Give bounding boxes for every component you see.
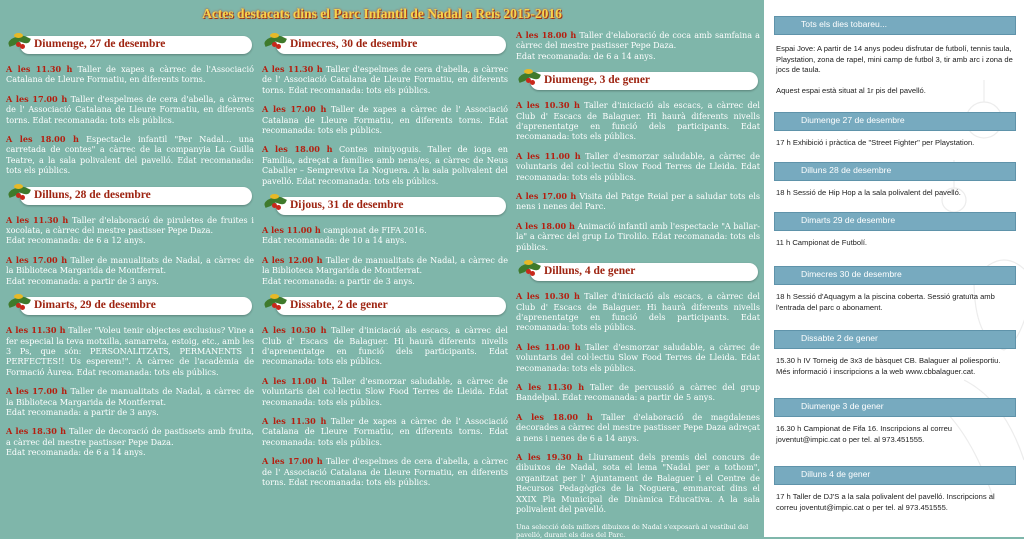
sidebar-section-text: 17 h Exhibició i pràctica de "Street Fighter" per Playstation. <box>776 138 975 147</box>
sidebar-section-text: 15.30 h IV Torneig de 3x3 de bàsquet CB. Balaguer al poliesportiu. Més informació i inscripcions a la web www.cbbalaguer.cat. <box>776 356 1001 376</box>
holly-icon <box>6 30 34 56</box>
event-time: A les 17.00 h <box>516 191 577 202</box>
day-header-label: Dissabte, 2 de gener <box>290 299 388 312</box>
event-time: A les 18.00 h <box>516 220 575 231</box>
event-description: Taller d'esmorzar saludable, a càrrec de voluntaris del col·lectiu Slow Food Terres de Lleida. Edat recomanada: tots els públics. <box>516 341 760 373</box>
event-time: A les 11.00 h <box>516 341 581 352</box>
column-3 <box>516 30 760 539</box>
event-description: campionat de FIFA 2016. <box>320 225 427 236</box>
event-time: A les 17.00 h <box>262 456 323 467</box>
event-entry <box>6 134 254 176</box>
event-age-note: Edat recomanada: de 6 a 14 anys. <box>516 50 656 61</box>
sidebar-section-label: Tots els dies tobareu... <box>801 19 887 29</box>
event-description: Taller d'esmorzar saludable, a càrrec de voluntaris del col·lectiu Slow Food Terres de Lleida. Edat recomanada: tots els públics. <box>516 150 760 182</box>
event-description: Taller de xapes a càrrec de l'Associació Catalana de Lleure Formatiu, en diferents torns. <box>6 64 254 85</box>
event-description: Taller de percussió a càrrec del grup Bandelpal. Edat recomanada: a partir de 5 anys. <box>516 381 761 403</box>
event-entry <box>516 412 760 443</box>
holly-icon <box>262 191 290 217</box>
sidebar-section-text: 16.30 h Campionat de Fifa 16. Inscripcions al correu joventut@impic.cat o per tel. al 973.451555. <box>776 424 953 444</box>
sidebar-section-text: 18 h Sessió d'Aquagym a la piscina coberta. Sessió gratuïta amb l'entrada del parc o abonament. <box>776 292 995 312</box>
event-description: Taller d'iniciació als escacs, a càrrec del Club d' Escacs de Balaguer. Hi haurà diferents nivells d'aprenentatge en funció dels participants. Edat recomanada: tots els públics. <box>516 291 760 333</box>
event-entry <box>6 64 254 85</box>
event-entry <box>6 215 254 246</box>
event-description: Taller d'elaboració de magdalenes decorades a càrrec del mestre pastisser Pepe Daza adreçat a nens i nenes de 6 a 14 anys. <box>516 411 760 443</box>
event-time: A les 17.00 h <box>6 386 68 397</box>
event-entry <box>516 191 760 212</box>
sidebar-section-label: Dimarts 29 de desembre <box>801 215 896 225</box>
event-time: A les 18.00 h <box>262 144 333 155</box>
sidebar-section-label: Dissabte 2 de gener <box>801 333 878 343</box>
holly-icon <box>516 66 544 92</box>
sidebar-section-header <box>774 112 1016 131</box>
event-time: A les 17.00 h <box>6 254 68 265</box>
sidebar-section-label: Dimecres 30 de desembre <box>801 269 902 279</box>
day-header <box>6 185 254 207</box>
event-time: A les 10.30 h <box>516 100 580 111</box>
event-description: Taller de xapes a càrrec de l' Associació Catalana de Lleure Formatiu, en diferents torns. Edat recomanada: tots els públics. <box>262 415 508 447</box>
event-age-note: Edat recomanada: a partir de 3 anys. <box>262 275 415 286</box>
event-entry <box>516 100 760 142</box>
sidebar-section-text: Espai Jove: A partir de 14 anys podeu disfrutar de futbolí, tennis taula, Playstation, zona de rapel, mini camp de futbol 3, tir amb arc i zona de jocs de taula. Aquest espai està situat al 1r pis del pavelló. <box>776 44 1013 96</box>
event-description: Taller d'espelmes de cera d'abella, a càrrec de l' Associació Catalana de Lleure Formatiu, en diferents torns. Edat recomanada: tots els públics. <box>6 93 254 125</box>
sidebar-section-text: 18 h Sessió de Hip Hop a la sala polivalent del pavelló. <box>776 188 961 197</box>
day-header-label: Dimecres, 30 de desembre <box>290 38 418 50</box>
day-header-label: Diumenge, 27 de desembre <box>34 38 166 50</box>
sidebar-section-header <box>774 330 1016 349</box>
event-time: A les 10.30 h <box>262 325 327 336</box>
event-description: Taller d'espelmes de cera d'abella, a càrrec de l' Associació Catalana de Lleure Formatiu, en diferents torns. Edat recomanada: tots els públics. <box>262 64 508 95</box>
event-entry <box>262 255 508 286</box>
event-entry <box>6 386 254 417</box>
event-entry <box>262 325 508 367</box>
event-description: Taller de xapes a càrrec de l' Associació Catalana de Lleure Formatiu, en diferents torns. Edat recomanada: tots els públics. <box>262 104 508 136</box>
event-entry <box>262 416 508 447</box>
event-time: A les 10.30 h <box>516 291 580 302</box>
event-entry <box>516 382 760 403</box>
sidebar-section-header <box>774 16 1016 35</box>
day-header-label: Dilluns, 28 de desembre <box>34 188 151 201</box>
event-entry <box>262 104 508 135</box>
exhibition-footnote: Una selecció dels millors dibuixos de Nadal s'exposarà al vestíbul del pavelló, durant els dies del Parc. <box>516 523 749 539</box>
sidebar-section-header <box>774 162 1016 181</box>
day-header-label: Dilluns, 4 de gener <box>544 265 636 278</box>
sidebar-section-text: 17 h Taller de DJ'S a la sala polivalent del pavelló. Inscripcions al correu joventut@impic.cat o per tel. al 973.451555. <box>776 492 995 512</box>
sidebar-section-header <box>774 466 1016 485</box>
sidebar-section-label: Diumenge 27 de desembre <box>801 115 905 125</box>
event-time: A les 18.00 h <box>516 411 593 422</box>
event-entry <box>516 452 760 514</box>
sidebar-section-header <box>774 212 1016 231</box>
day-header <box>262 195 508 217</box>
event-entry <box>6 325 254 377</box>
holly-icon <box>6 181 34 207</box>
event-description: Lliurament dels premis del concurs de dibuixos de Nadal, sota el lema "Nadal per a tothom", organitzat per l' Ajuntament de Balaguer i el Centre de Recursos Pedagògics de la Noguera, emmarcat dins el XXIX Pla Municipal de Dinàmica Educativa. A la sala polivalent del pavelló. <box>516 451 760 514</box>
event-description: Contes miniyoguis. Taller de ioga en Família, adreçat a famílies amb nens/es, a càrrec de Neus Caballer – Sempreviva La Noguera. A la sala polivalent del pavelló. Edat recomanada: tots els públics. <box>262 144 508 186</box>
event-entry <box>516 151 760 182</box>
event-entry <box>516 342 760 373</box>
sidebar-panel <box>764 0 1024 537</box>
sidebar-section-header <box>774 266 1016 285</box>
day-header-label: Dimarts, 29 de desembre <box>34 299 156 312</box>
event-time: A les 11.30 h <box>262 64 323 74</box>
day-header-label: Diumenge, 3 de gener <box>544 74 651 87</box>
column-1 <box>6 30 254 467</box>
event-entry <box>516 30 760 61</box>
event-description: Animació infantil amb l'espectacle "A ballar-la" a càrrec del grup Lo Tirolilo. Edat recomanada: tots els públics. <box>516 220 760 252</box>
day-header <box>6 34 254 56</box>
event-entry <box>6 255 254 286</box>
event-age-note: Edat recomanada: a partir de 3 anys. <box>6 275 159 286</box>
event-description: Taller "Voleu tenir objectes exclusius? Vine a fer especial la teva motxilla, samarreta, estoig, etc., amb les 3 Ps, que són: PERSONALITZATS, PERMANENTS I PERFECTES!! Us esperem!". A càrrec de l'acadèmia de Formació Àurea. Edat recomanada: tots els públics. <box>6 325 254 377</box>
event-age-note: Edat recomanada: de 10 a 14 anys. <box>262 235 407 246</box>
event-description: Taller de manualitats de Nadal, a càrrec de la Biblioteca Margarida de Montferrat. <box>6 386 254 407</box>
event-time: A les 11.30 h <box>6 325 66 336</box>
event-time: A les 18.00 h <box>516 30 577 40</box>
event-time: A les 11.30 h <box>6 214 69 225</box>
sidebar-section-label: Dilluns 4 de gener <box>801 469 871 479</box>
event-entry <box>262 225 508 246</box>
event-entry <box>516 291 760 333</box>
day-header <box>516 70 760 92</box>
day-header <box>262 34 508 56</box>
event-description: Taller de decoració de pastissets amb fruita, a càrrec del mestre pastisser Pepe Daza. <box>6 426 255 447</box>
event-time: A les 11.30 h <box>262 415 327 426</box>
event-description: Taller d'elaboració de coca amb samfaina a càrrec del mestre pastisser Pepe Daza. <box>516 30 760 51</box>
event-time: A les 11.00 h <box>516 150 581 161</box>
column-2 <box>262 30 508 496</box>
event-time: A les 19.30 h <box>516 451 583 462</box>
day-header <box>6 295 254 317</box>
event-time: A les 18.00 h <box>6 134 79 145</box>
event-entry <box>516 221 760 252</box>
event-age-note: Edat recomanada: a partir de 3 anys. <box>6 406 159 417</box>
sidebar-section-text: 11 h Campionat de Futbolí. <box>776 238 868 247</box>
event-entry <box>6 426 254 457</box>
sidebar-section-label: Dilluns 28 de desembre <box>801 165 892 175</box>
event-time: A les 11.30 h <box>516 381 585 392</box>
event-time: A les 12.00 h <box>262 254 323 265</box>
event-entry <box>262 64 508 95</box>
sidebar-section-header <box>774 398 1016 417</box>
holly-icon <box>262 30 290 56</box>
page-title: Actes destacats dins el Parc Infantil de Nadal a Reis 2015-2016 <box>202 6 562 21</box>
event-description: Taller de manualitats de Nadal, a càrrec de la Biblioteca Margarida de Montferrat. <box>6 254 254 276</box>
event-time: A les 11.00 h <box>262 225 321 236</box>
event-entry <box>262 376 508 407</box>
holly-icon <box>262 291 290 317</box>
holly-icon <box>516 257 544 283</box>
event-description: Visita del Patge Reial per a saludar tots els nens i nenes del Parc. <box>516 191 760 212</box>
event-age-note: Edat recomanada: de 6 a 14 anys. <box>6 447 146 458</box>
day-header <box>516 261 760 283</box>
event-entry <box>262 144 508 186</box>
event-time: A les 18.30 h <box>6 426 67 437</box>
event-description: Taller d'iniciació als escacs, a càrrec del Club d' Escacs de Balaguer. Hi haurà diferents nivells d'aprenentatge en funció dels participants. Edat recomanada: tots els públics. <box>262 325 508 367</box>
day-header-label: Dijous, 31 de desembre <box>290 199 404 212</box>
event-time: A les 11.00 h <box>262 375 328 386</box>
event-entry <box>262 456 508 487</box>
event-time: A les 11.30 h <box>6 64 73 74</box>
event-description: Taller d'esmorzar saludable, a càrrec de voluntaris del col·lectiu Slow Food Terres de Lleida. Edat recomanada: tots els públics. <box>262 375 508 407</box>
sidebar-section-label: Diumenge 3 de gener <box>801 401 884 411</box>
event-description: Taller d'iniciació als escacs, a càrrec del Club d' Escacs de Balaguer. Hi haurà diferents nivells d'aprenentatge en funció dels participants. Edat recomanada: tots els públics. <box>516 100 760 142</box>
event-time: A les 17.00 h <box>6 93 68 104</box>
event-age-note: Edat recomanada: de 6 a 12 anys. <box>6 235 146 246</box>
event-time: A les 17.00 h <box>262 104 327 115</box>
event-description: Taller d'elaboració de piruletes de fruites i xocolata, a càrrec del mestre pastisser Pepe Daza. <box>6 214 254 236</box>
event-description: Espectacle infantil "Per Nadal... una carretada de contes" a càrrec de la companyia La Guilla Teatre, a la sala polivalent del pavelló. Edat recomanada: tots els públics. <box>6 134 254 176</box>
event-description: Taller de manualitats de Nadal, a càrrec de la Biblioteca Margarida de Montferrat. <box>262 254 508 276</box>
holly-icon <box>6 291 34 317</box>
day-header <box>262 295 508 317</box>
event-entry <box>6 94 254 125</box>
event-description: Taller d'espelmes de cera d'abella, a càrrec de l' Associació Catalana de Lleure Formatiu, en diferents torns. Edat recomanada: tots els públics. <box>262 456 508 487</box>
